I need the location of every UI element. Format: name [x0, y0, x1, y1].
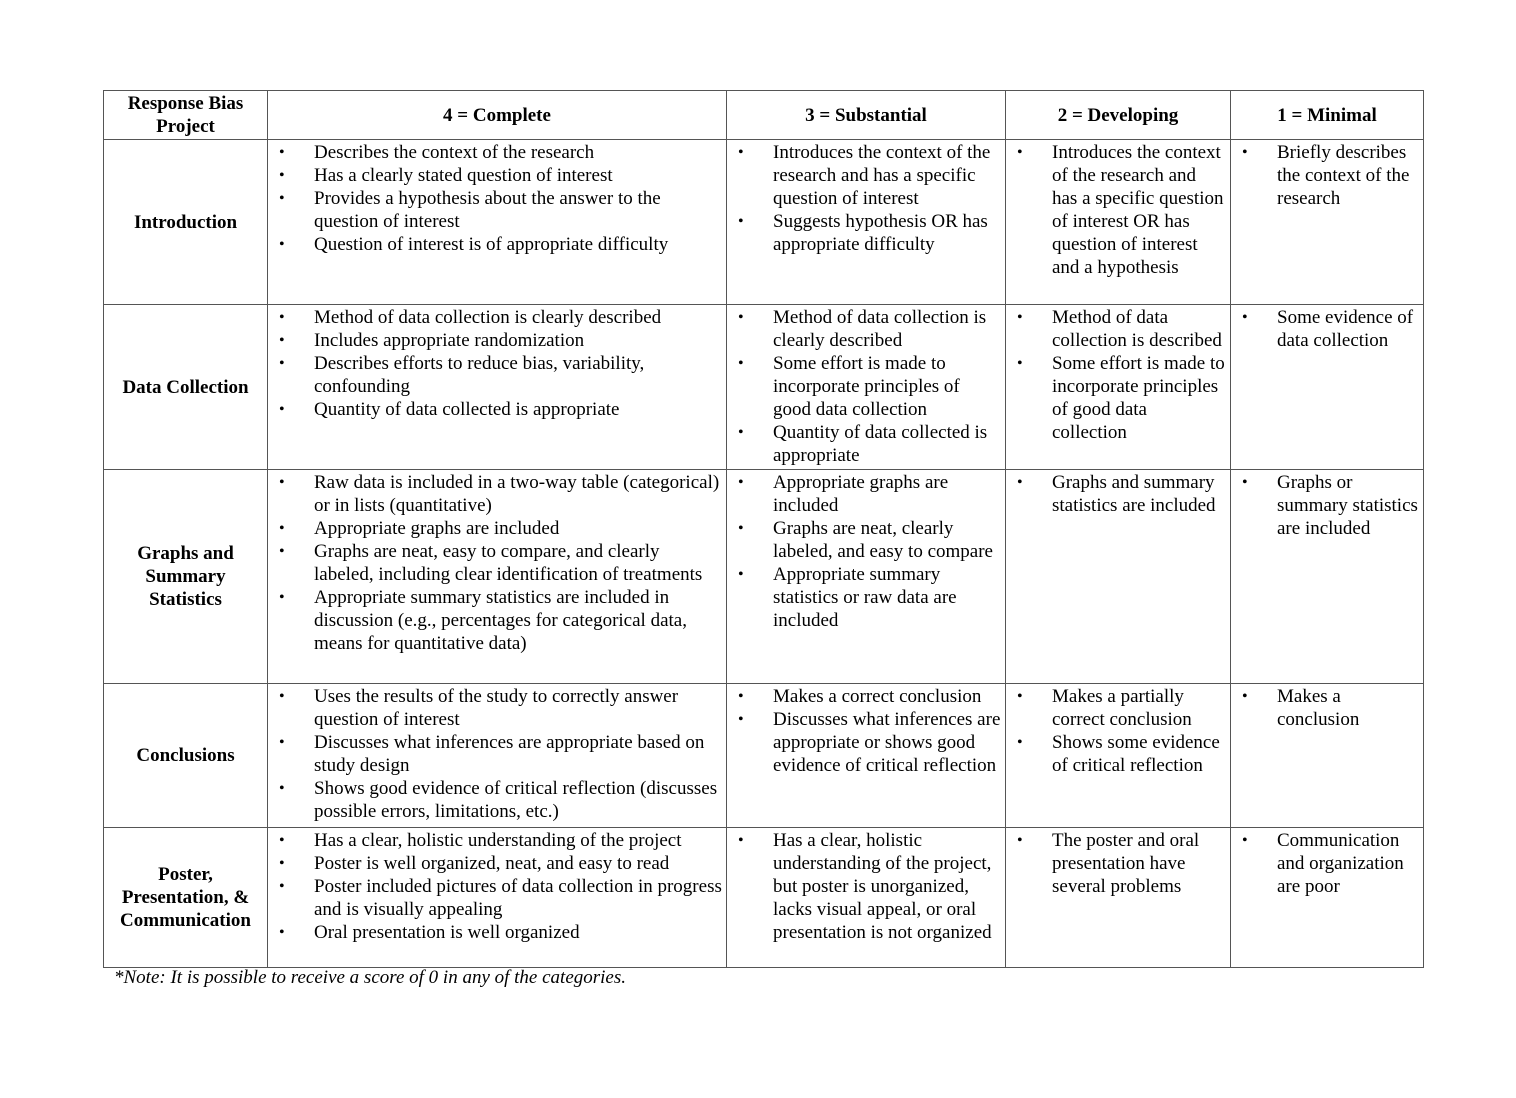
criteria-list — [268, 471, 726, 655]
criteria-item: • Discusses what inferences are appropriate or shows good evidence of critical reflection — [727, 708, 1001, 777]
rubric-row — [104, 305, 1424, 470]
criteria-list — [268, 829, 726, 944]
criteria-cell-level-2 — [1006, 470, 1231, 684]
criteria-list — [1006, 471, 1230, 517]
criteria-cell-level-4 — [268, 305, 727, 470]
criteria-item: • Raw data is included in a two-way table (categorical) or in lists (quantitative) — [268, 471, 722, 517]
category-label: Graphs and Summary Statistics — [104, 470, 268, 684]
criteria-cell-level-2 — [1006, 684, 1231, 828]
criteria-item: • Some effort is made to incorporate principles of good data collection — [1006, 352, 1226, 444]
rubric-row — [104, 140, 1424, 305]
criteria-item: • Quantity of data collected is appropriate — [727, 421, 1001, 467]
criteria-list — [268, 685, 726, 823]
criteria-item: • Poster is well organized, neat, and easy to read — [268, 852, 722, 875]
criteria-list — [1231, 685, 1423, 731]
category-label: Poster, Presentation, & Communication — [104, 828, 268, 968]
header-row — [104, 91, 1424, 140]
criteria-item: • Graphs are neat, clearly labeled, and easy to compare — [727, 517, 1001, 563]
criteria-list — [1231, 471, 1423, 540]
criteria-item: • Some evidence of data collection — [1231, 306, 1419, 352]
criteria-item: • Uses the results of the study to correctly answer question of interest — [268, 685, 722, 731]
criteria-item: • Describes efforts to reduce bias, variability, confounding — [268, 352, 722, 398]
criteria-cell-level-1 — [1231, 470, 1424, 684]
footnote: *Note: It is possible to receive a score of 0 in any of the categories. — [114, 967, 627, 988]
criteria-item: • Appropriate graphs are included — [727, 471, 1001, 517]
header-level-4: 4 = Complete — [268, 91, 727, 140]
criteria-item: • The poster and oral presentation have several problems — [1006, 829, 1226, 898]
criteria-item: • Graphs and summary statistics are included — [1006, 471, 1226, 517]
criteria-item: • Briefly describes the context of the research — [1231, 141, 1419, 210]
rubric-row — [104, 470, 1424, 684]
criteria-cell-level-3 — [727, 470, 1006, 684]
criteria-item: • Has a clear, holistic understanding of the project, but poster is unorganized, lacks visual appeal, or oral presentation is not organized — [727, 829, 1001, 944]
category-label: Conclusions — [104, 684, 268, 828]
header-project: Response Bias Project — [104, 91, 268, 140]
criteria-cell-level-4 — [268, 470, 727, 684]
header-level-1: 1 = Minimal — [1231, 91, 1424, 140]
criteria-item: • Suggests hypothesis OR has appropriate difficulty — [727, 210, 1001, 256]
criteria-item: • Graphs or summary statistics are included — [1231, 471, 1419, 540]
criteria-item: • Some effort is made to incorporate principles of good data collection — [727, 352, 1001, 421]
criteria-cell-level-1 — [1231, 684, 1424, 828]
criteria-list — [727, 829, 1005, 944]
category-label: Introduction — [104, 140, 268, 305]
rubric-row — [104, 828, 1424, 968]
criteria-list — [1231, 829, 1423, 898]
criteria-item: • Describes the context of the research — [268, 141, 722, 164]
criteria-list — [1006, 829, 1230, 898]
criteria-cell-level-1 — [1231, 828, 1424, 968]
criteria-item: • Has a clear, holistic understanding of the project — [268, 829, 722, 852]
criteria-cell-level-2 — [1006, 305, 1231, 470]
criteria-list — [727, 306, 1005, 467]
criteria-list — [1231, 306, 1423, 352]
criteria-list — [268, 306, 726, 421]
criteria-item: • Appropriate summary statistics or raw data are included — [727, 563, 1001, 632]
criteria-item: • Shows good evidence of critical reflection (discusses possible errors, limitations, etc.) — [268, 777, 722, 823]
criteria-list — [727, 471, 1005, 632]
criteria-item: • Method of data collection is clearly described — [268, 306, 722, 329]
criteria-item: • Has a clearly stated question of interest — [268, 164, 722, 187]
criteria-item: • Communication and organization are poor — [1231, 829, 1419, 898]
criteria-item: • Introduces the context of the research and has a specific question of interest — [727, 141, 1001, 210]
criteria-item: • Makes a conclusion — [1231, 685, 1419, 731]
category-label: Data Collection — [104, 305, 268, 470]
criteria-item: • Method of data collection is clearly described — [727, 306, 1001, 352]
criteria-list — [1006, 685, 1230, 777]
rubric-table — [103, 90, 1424, 968]
criteria-cell-level-3 — [727, 684, 1006, 828]
criteria-item: • Method of data collection is described — [1006, 306, 1226, 352]
criteria-cell-level-1 — [1231, 305, 1424, 470]
criteria-cell-level-4 — [268, 140, 727, 305]
criteria-list — [1006, 141, 1230, 279]
criteria-item: • Question of interest is of appropriate difficulty — [268, 233, 722, 256]
criteria-item: • Includes appropriate randomization — [268, 329, 722, 352]
criteria-list — [268, 141, 726, 256]
criteria-item: • Graphs are neat, easy to compare, and clearly labeled, including clear identification of treatments — [268, 540, 722, 586]
criteria-cell-level-4 — [268, 684, 727, 828]
criteria-cell-level-4 — [268, 828, 727, 968]
criteria-item: • Makes a correct conclusion — [727, 685, 1001, 708]
criteria-item: • Makes a partially correct conclusion — [1006, 685, 1226, 731]
header-level-2: 2 = Developing — [1006, 91, 1231, 140]
criteria-cell-level-3 — [727, 305, 1006, 470]
criteria-item: • Oral presentation is well organized — [268, 921, 722, 944]
criteria-item: • Quantity of data collected is appropriate — [268, 398, 722, 421]
criteria-cell-level-2 — [1006, 828, 1231, 968]
criteria-list — [727, 685, 1005, 777]
criteria-item: • Poster included pictures of data collection in progress and is visually appealing — [268, 875, 722, 921]
criteria-cell-level-3 — [727, 828, 1006, 968]
criteria-list — [727, 141, 1005, 256]
criteria-item: • Appropriate summary statistics are included in discussion (e.g., percentages for categorical data, means for quantitative data) — [268, 586, 722, 655]
header-level-3: 3 = Substantial — [727, 91, 1006, 140]
criteria-list — [1006, 306, 1230, 444]
criteria-item: • Shows some evidence of critical reflection — [1006, 731, 1226, 777]
criteria-item: • Provides a hypothesis about the answer to the question of interest — [268, 187, 722, 233]
criteria-item: • Discusses what inferences are appropriate based on study design — [268, 731, 722, 777]
criteria-cell-level-2 — [1006, 140, 1231, 305]
criteria-item: • Introduces the context of the research and has a specific question of interest OR has question of interest and a hypothesis — [1006, 141, 1226, 279]
criteria-cell-level-1 — [1231, 140, 1424, 305]
criteria-list — [1231, 141, 1423, 210]
rubric-row — [104, 684, 1424, 828]
criteria-item: • Appropriate graphs are included — [268, 517, 722, 540]
criteria-cell-level-3 — [727, 140, 1006, 305]
